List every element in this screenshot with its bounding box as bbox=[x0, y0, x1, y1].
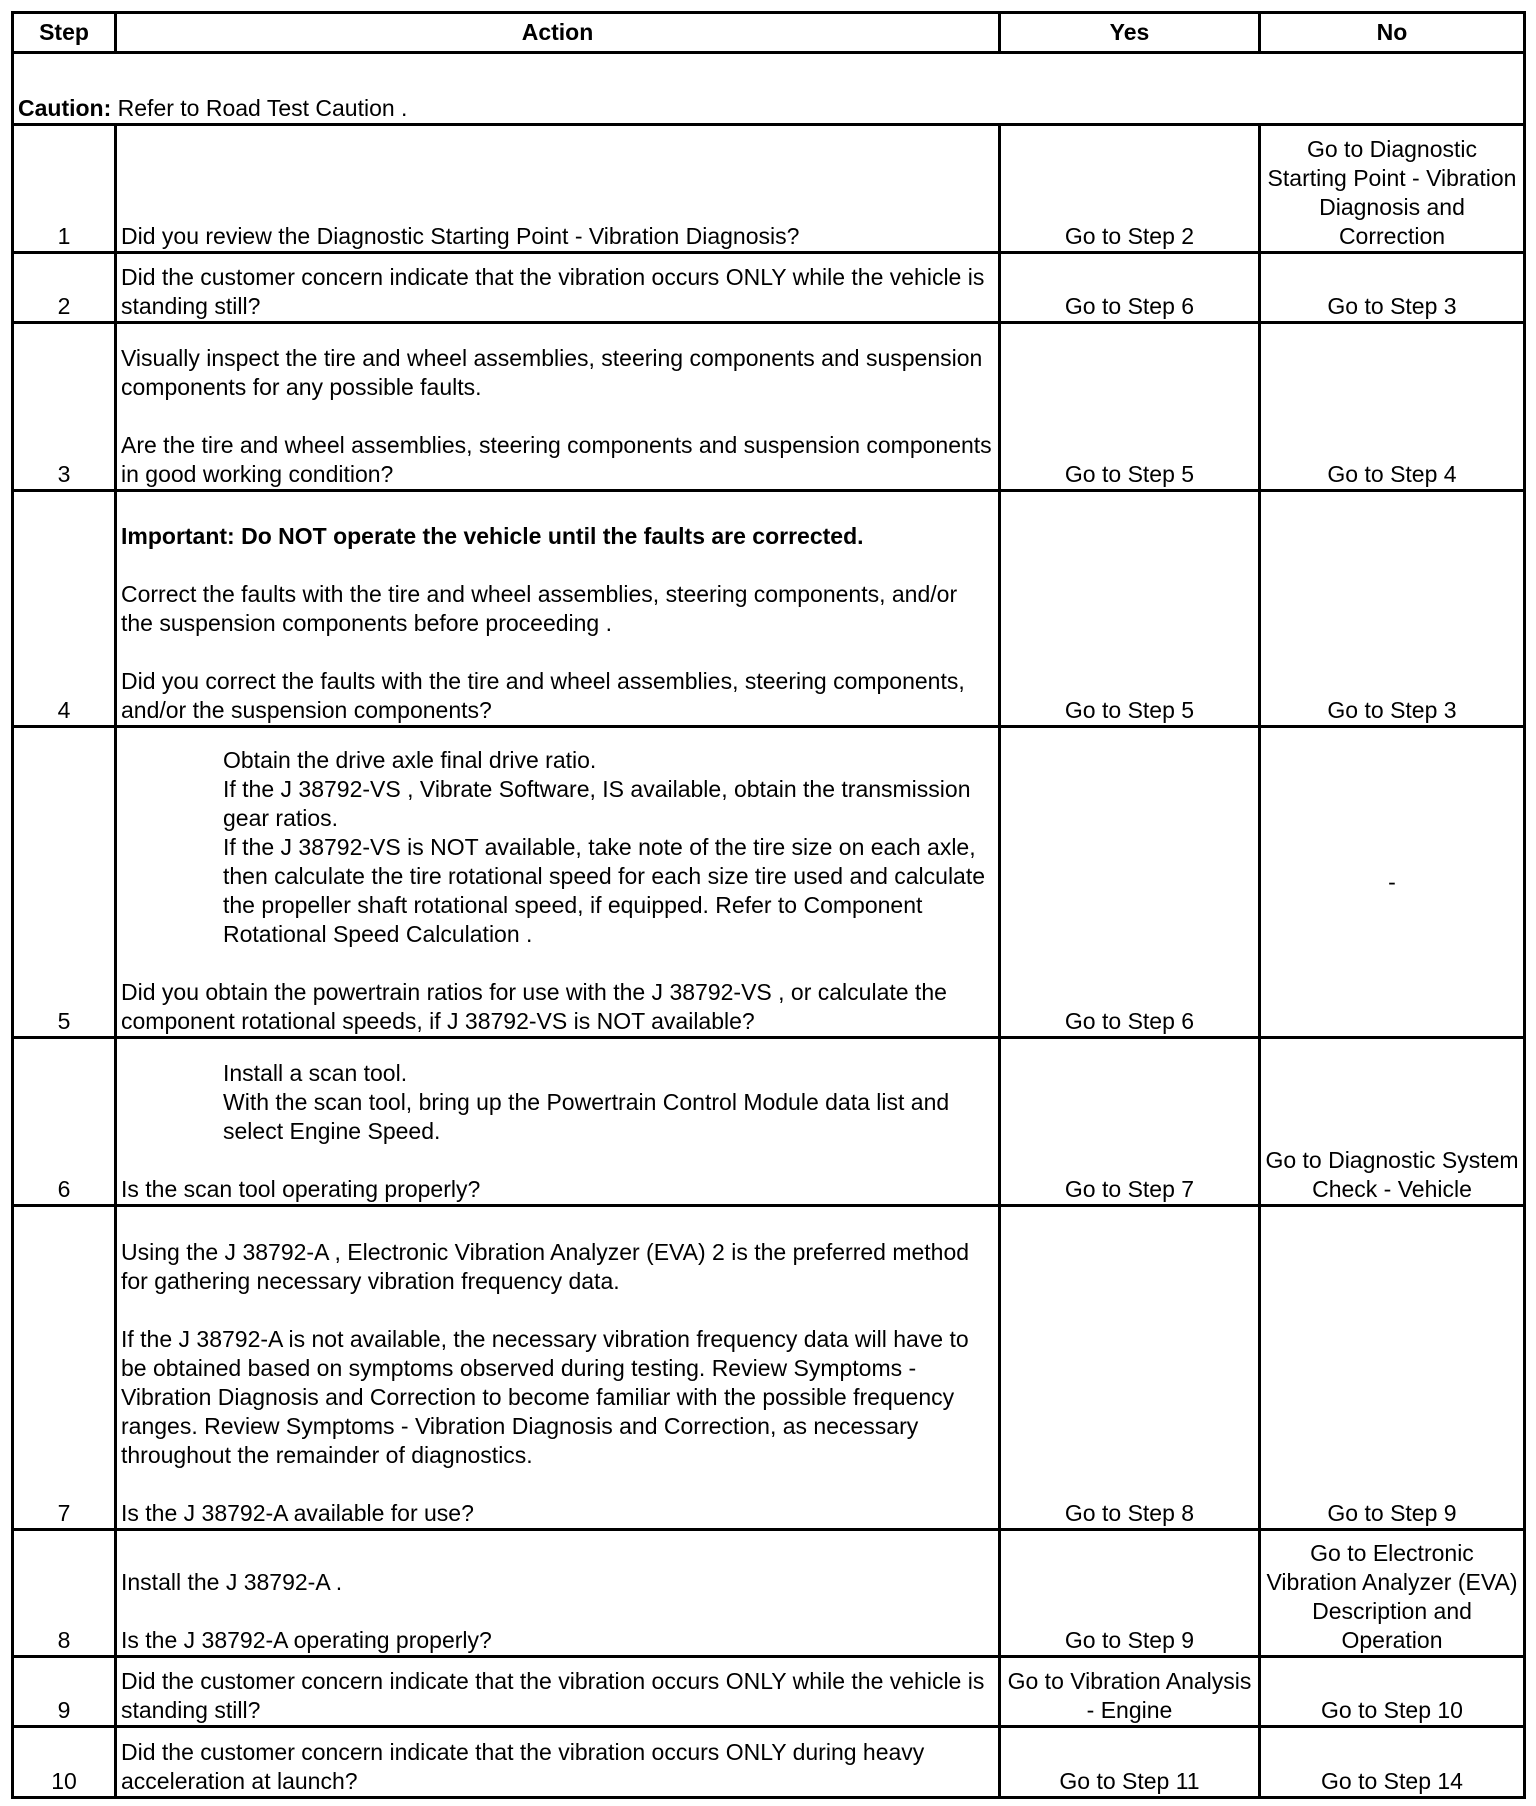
yes-cell: Go to Step 5 bbox=[1000, 323, 1260, 491]
caution-text: Refer to Road Test Caution . bbox=[111, 95, 408, 121]
diagnostic-table bbox=[11, 11, 1526, 1799]
table-row bbox=[13, 491, 1525, 727]
no-cell: Go to Electronic Vibration Analyzer (EVA) Description and Operation bbox=[1260, 1530, 1525, 1657]
no-cell: Go to Diagnostic Starting Point - Vibration Diagnosis and Correction bbox=[1260, 125, 1525, 253]
header-row bbox=[13, 13, 1525, 53]
caution-label: Caution: bbox=[18, 95, 112, 121]
step-number: 5 bbox=[13, 727, 116, 1038]
action-text: Using the J 38792-A , Electronic Vibration Analyzer (EVA) 2 is the preferred method for gathering necessary vibration frequency data. bbox=[121, 1239, 970, 1294]
action-cell bbox=[116, 491, 1000, 727]
action-bullet: Obtain the drive axle final drive ratio. bbox=[223, 747, 597, 773]
table-row bbox=[13, 1038, 1525, 1206]
step-number: 7 bbox=[13, 1206, 116, 1530]
step-number: 3 bbox=[13, 323, 116, 491]
caution-cell bbox=[13, 53, 1525, 125]
action-question: Is the scan tool operating properly? bbox=[121, 1176, 481, 1202]
yes-cell: Go to Step 6 bbox=[1000, 727, 1260, 1038]
header-no: No bbox=[1260, 13, 1525, 53]
yes-cell: Go to Step 7 bbox=[1000, 1038, 1260, 1206]
header-step: Step bbox=[13, 13, 116, 53]
action-cell bbox=[116, 323, 1000, 491]
no-cell: Go to Step 9 bbox=[1260, 1206, 1525, 1530]
no-cell: Go to Step 14 bbox=[1260, 1727, 1525, 1798]
action-bullet: If the J 38792-VS , Vibrate Software, IS available, obtain the transmission gear ratios. bbox=[223, 776, 971, 831]
no-cell: - bbox=[1260, 727, 1525, 1038]
yes-cell: Go to Step 6 bbox=[1000, 253, 1260, 323]
yes-cell: Go to Step 8 bbox=[1000, 1206, 1260, 1530]
action-text: Did the customer concern indicate that the vibration occurs ONLY while the vehicle is standing still? bbox=[121, 1668, 985, 1723]
action-text: Install the J 38792-A . bbox=[121, 1569, 343, 1595]
step-number: 6 bbox=[13, 1038, 116, 1206]
table-row bbox=[13, 253, 1525, 323]
step-number: 2 bbox=[13, 253, 116, 323]
action-cell bbox=[116, 1038, 1000, 1206]
no-cell: Go to Step 10 bbox=[1260, 1657, 1525, 1727]
step-number: 9 bbox=[13, 1657, 116, 1727]
table-row bbox=[13, 1206, 1525, 1530]
action-cell bbox=[116, 1657, 1000, 1727]
action-bullet: If the J 38792-VS is NOT available, take note of the tire size on each axle, then calculate the tire rotational speed for each size tire used and calculate the propeller shaft rotational speed, if equipped. Refer to Component Rotational Speed Calculation . bbox=[223, 834, 986, 947]
action-bullet: Install a scan tool. bbox=[223, 1060, 408, 1086]
yes-cell: Go to Step 9 bbox=[1000, 1530, 1260, 1657]
action-question: Did you obtain the powertrain ratios for use with the J 38792-VS , or calculate the component rotational speeds, if J 38792-VS is NOT available? bbox=[121, 979, 947, 1034]
step-number: 8 bbox=[13, 1530, 116, 1657]
no-cell: Go to Step 3 bbox=[1260, 491, 1525, 727]
action-text: Did the customer concern indicate that the vibration occurs ONLY while the vehicle is standing still? bbox=[121, 264, 985, 319]
no-cell: Go to Step 4 bbox=[1260, 323, 1525, 491]
yes-cell: Go to Step 2 bbox=[1000, 125, 1260, 253]
table-row bbox=[13, 1530, 1525, 1657]
table-row bbox=[13, 323, 1525, 491]
step-number: 10 bbox=[13, 1727, 116, 1798]
action-text: Did the customer concern indicate that the vibration occurs ONLY during heavy acceleration at launch? bbox=[121, 1739, 925, 1794]
action-text: Correct the faults with the tire and wheel assemblies, steering components, and/or the suspension components before proceeding . bbox=[121, 581, 958, 636]
caution-row bbox=[13, 53, 1525, 125]
step-number: 4 bbox=[13, 491, 116, 727]
no-cell: Go to Diagnostic System Check - Vehicle bbox=[1260, 1038, 1525, 1206]
action-bullet: With the scan tool, bring up the Powertrain Control Module data list and select Engine Speed. bbox=[223, 1089, 950, 1144]
action-cell bbox=[116, 1206, 1000, 1530]
action-cell bbox=[116, 1727, 1000, 1798]
table-row bbox=[13, 1727, 1525, 1798]
action-question: Is the J 38792-A operating properly? bbox=[121, 1627, 492, 1653]
important-note: Important: Do NOT operate the vehicle until the faults are corrected. bbox=[121, 523, 864, 549]
yes-cell: Go to Step 11 bbox=[1000, 1727, 1260, 1798]
action-question: Did you correct the faults with the tire and wheel assemblies, steering components, and/or the suspension components? bbox=[121, 668, 965, 723]
no-cell: Go to Step 3 bbox=[1260, 253, 1525, 323]
yes-cell: Go to Vibration Analysis - Engine bbox=[1000, 1657, 1260, 1727]
action-text: If the J 38792-A is not available, the necessary vibration frequency data will have to be obtained based on symptoms observed during testing. Review Symptoms - Vibration Diagnosis and Correction to become familiar with the possible frequency ranges. Review Symptoms - Vibration Diagnosis and Correction, as necessary throughout the remainder of diagnostics. bbox=[121, 1326, 969, 1468]
action-cell bbox=[116, 253, 1000, 323]
action-cell bbox=[116, 727, 1000, 1038]
action-cell bbox=[116, 125, 1000, 253]
action-text: Did you review the Diagnostic Starting Point - Vibration Diagnosis? bbox=[121, 223, 800, 249]
yes-cell: Go to Step 5 bbox=[1000, 491, 1260, 727]
table-row bbox=[13, 1657, 1525, 1727]
table-row bbox=[13, 125, 1525, 253]
header-action: Action bbox=[116, 13, 1000, 53]
action-cell bbox=[116, 1530, 1000, 1657]
step-number: 1 bbox=[13, 125, 116, 253]
action-question: Is the J 38792-A available for use? bbox=[121, 1500, 474, 1526]
table-row bbox=[13, 727, 1525, 1038]
header-yes: Yes bbox=[1000, 13, 1260, 53]
action-text: Visually inspect the tire and wheel assemblies, steering components and suspension components for any possible faults. bbox=[121, 345, 983, 400]
action-question: Are the tire and wheel assemblies, steering components and suspension components in good working condition? bbox=[121, 432, 992, 487]
